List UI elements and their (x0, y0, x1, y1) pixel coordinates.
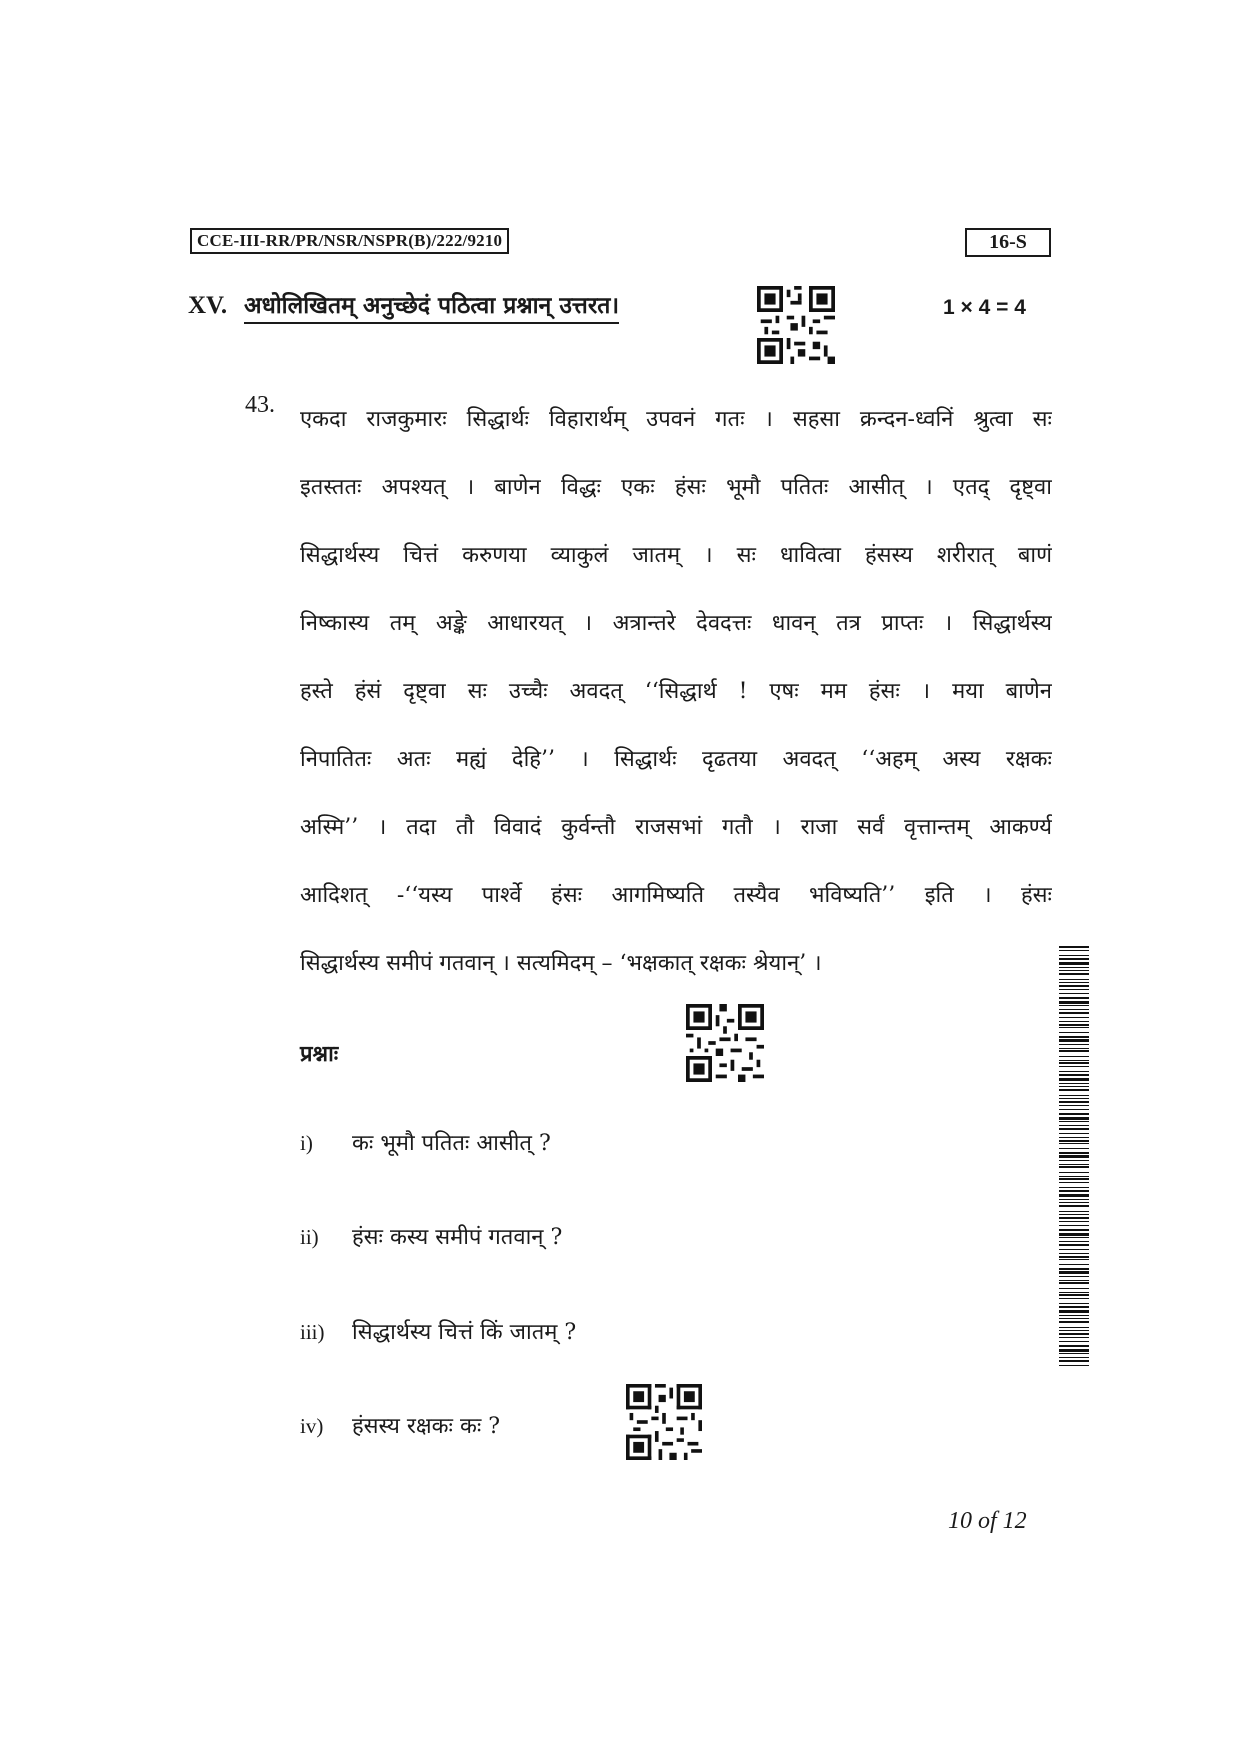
passage (300, 386, 1052, 998)
section-number: XV. (188, 292, 228, 319)
passage-line: निष्कास्य तम् अङ्के आधारयत् । अत्रान्तरे देवदत्तः धावन् तत्र प्राप्तः । सिद्धार्थस्य (300, 611, 1052, 636)
passage-line: हस्ते हंसं दृष्ट्वा सः उच्चैः अवदत् ‘‘सिद्धार्थ ! एषः मम हंसः । मया बाणेन (300, 679, 1052, 704)
sub-question-text: कः भूमौ पतितः आसीत् ? (352, 1131, 551, 1156)
sub-question (300, 1410, 500, 1440)
passage-line: इतस्ततः अपश्यत् । बाणेन विद्धः एकः हंसः भूमौ पतितः आसीत् । एतद् दृष्ट्वा (300, 475, 1052, 500)
section-marks: 1 × 4 = 4 (943, 296, 1026, 319)
sub-question-label: ii) (300, 1225, 319, 1249)
qr-code-icon (686, 1004, 764, 1082)
sub-question (300, 1221, 562, 1251)
sub-question (300, 1127, 551, 1157)
sub-question-label: iii) (300, 1320, 325, 1344)
subject-code: 16-S (965, 228, 1051, 257)
question-number: 43. (245, 392, 275, 418)
sub-question-label: i) (300, 1131, 313, 1155)
sub-question-text: सिद्धार्थस्य चित्तं किं जातम् ? (352, 1320, 577, 1345)
qr-code-icon (626, 1384, 702, 1460)
barcode-icon (1059, 946, 1089, 1366)
sub-question-text: हंसः कस्य समीपं गतवान् ? (352, 1225, 563, 1250)
sub-question-text: हंसस्य रक्षकः कः ? (352, 1414, 501, 1439)
page-number: 10 of 12 (948, 1508, 1027, 1534)
passage-line: आदिशत् -‘‘यस्य पार्श्वे हंसः आगमिष्यति तस्यैव भविष्यति’’ इति । हंसः (300, 883, 1052, 908)
sub-question (300, 1316, 576, 1346)
questions-heading: प्रश्नाः (300, 1041, 339, 1067)
qr-code-icon (757, 286, 835, 364)
section-title: अधोलिखितम् अनुच्छेदं पठित्वा प्रश्नान् उत्तरत। (244, 288, 619, 324)
passage-line: सिद्धार्थस्य समीपं गतवान् । सत्यमिदम् – ‘भक्षकात् रक्षकः श्रेयान्’ । (300, 951, 822, 976)
passage-line: एकदा राजकुमारः सिद्धार्थः विहारार्थम् उपवनं गतः । सहसा क्रन्दन-ध्वनिं श्रुत्वा सः (300, 407, 1052, 432)
paper-code: CCE-III-RR/PR/NSR/NSPR(B)/222/9210 (190, 228, 509, 254)
passage-line: अस्मि’’ । तदा तौ विवादं कुर्वन्तौ राजसभां गतौ । राजा सर्वं वृत्तान्तम् आकर्ण्य (300, 815, 1052, 840)
passage-line: सिद्धार्थस्य चित्तं करुणया व्याकुलं जातम् । सः धावित्वा हंसस्य शरीरात् बाणं (300, 543, 1052, 568)
passage-line: निपातितः अतः मह्यं देहि’’ । सिद्धार्थः दृढतया अवदत् ‘‘अहम् अस्य रक्षकः (300, 747, 1052, 772)
sub-question-label: iv) (300, 1414, 324, 1438)
